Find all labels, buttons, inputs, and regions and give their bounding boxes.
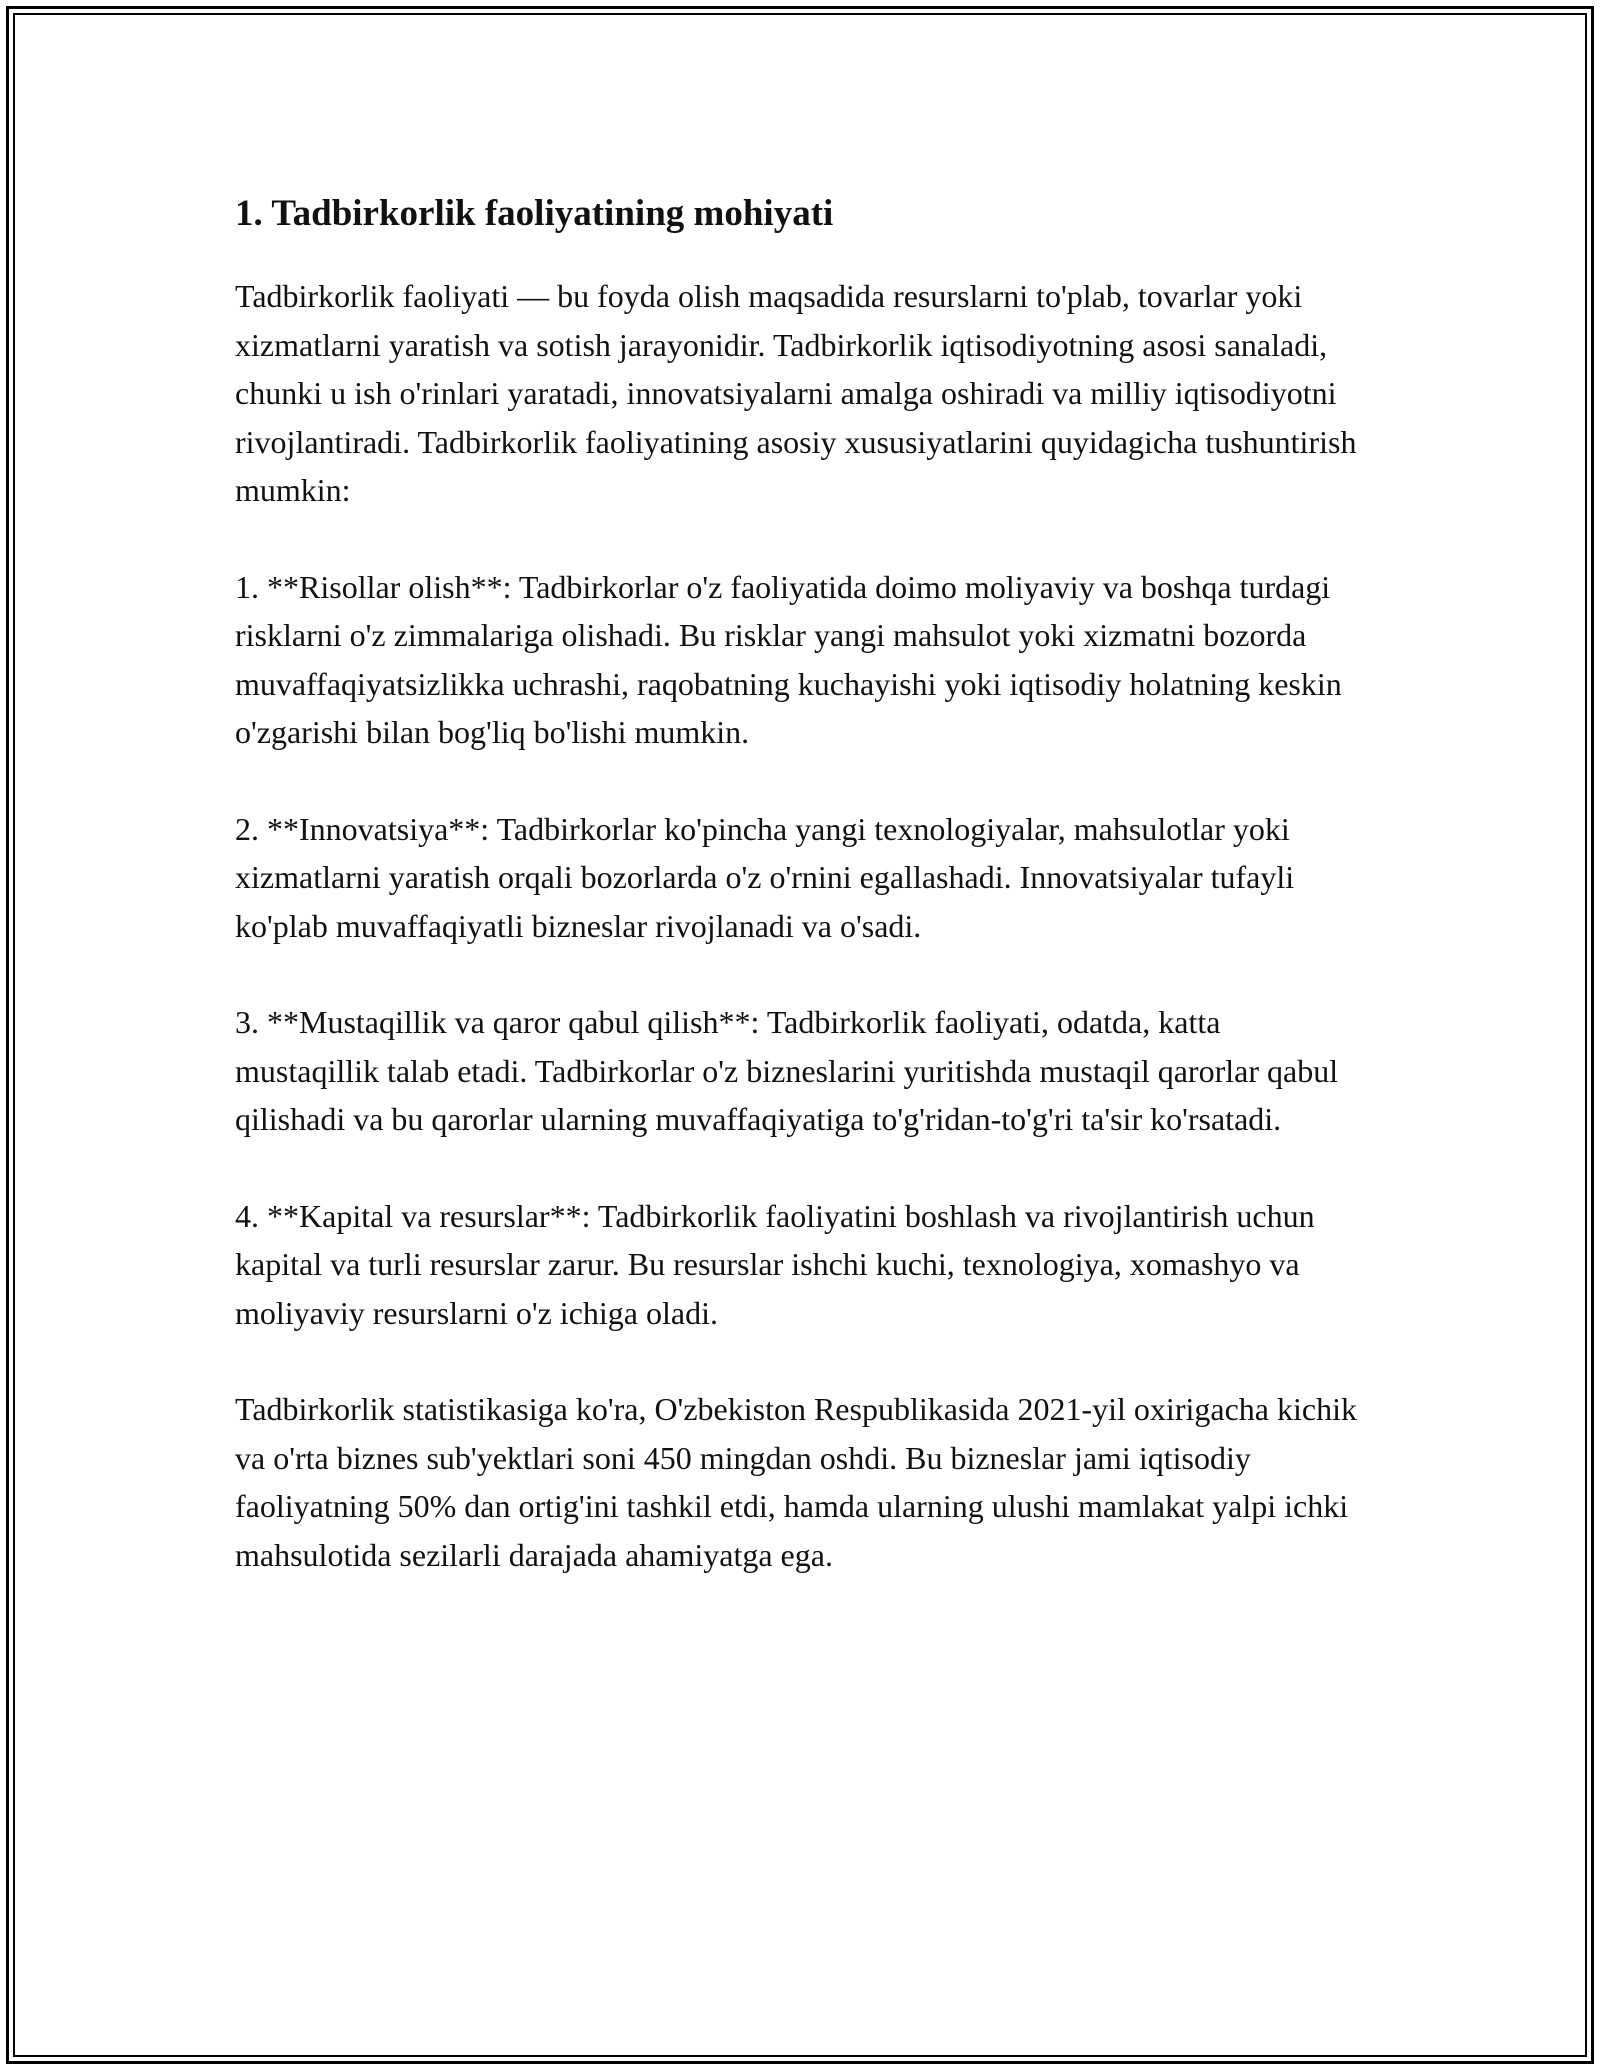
point-innovation-paragraph: 2. **Innovatsiya**: Tadbirkorlar ko'pincha yangi texnologiyalar, mahsulotlar yoki xizmatlarni yaratish orqali bozorlarda o'z o'rnini egallashadi. Innovatsiyalar tufayli ko'plab muvaffaqiyatli bizneslar rivojlanadi va o'sadi. xyxy=(235,810,1295,944)
intro-paragraph: Tadbirkorlik faoliyati — bu foyda olish maqsadida resurslarni to'plab, tovarlar yoki xizmatlarni yaratish va sotish jarayonidir. Tadbirkorlik iqtisodiyotning asosi sanaladi, chunki u ish o'rinlari yaratadi, innovatsiyalarni amalga oshiradi va milliy iqtisodiyotni rivojlantiradi. Tadbirkorlik faoliyatining asosiy xususiyatlarini quyidagicha tushuntirish mumkin: xyxy=(235,278,1357,508)
section-heading: 1. Tadbirkorlik faoliyatining mohiyati xyxy=(235,193,834,234)
point-risks-paragraph: 1. **Risollar olish**: Tadbirkorlar o'z faoliyatida doimo moliyaviy va boshqa turdagi risklarni o'z zimmalariga olishadi. Bu risklar yangi mahsulot yoki xizmatni bozorda muvaffaqiyatsizlikka uchrashi, raqobatning kuchayishi yoki iqtisodiy holatning keskin o'zgarishi bilan bog'liq bo'lishi mumkin. xyxy=(235,568,1342,750)
document-body xyxy=(235,186,1365,1627)
point-capital-paragraph: 4. **Kapital va resurslar**: Tadbirkorlik faoliyatini boshlash va rivojlantirish uchun kapital va turli resurslar zarur. Bu resurslar ishchi kuchi, texnologiya, xomashyo va moliyaviy resurslarni o'z ichiga oladi. xyxy=(235,1197,1315,1331)
statistics-paragraph: Tadbirkorlik statistikasiga ko'ra, O'zbekiston Respublikasida 2021-yil oxirigacha kichik va o'rta biznes sub'yektlari soni 450 mingdan oshdi. Bu bizneslar jami iqtisodiy faoliyatning 50% dan ortig'ini tashkil etdi, hamda ularning ulushi mamlakat yalpi ichki mahsulotida sezilarli darajada ahamiyatga ega. xyxy=(235,1391,1357,1573)
point-independence-paragraph: 3. **Mustaqillik va qaror qabul qilish**: Tadbirkorlik faoliyati, odatda, katta mustaqillik talab etadi. Tadbirkorlar o'z bizneslarini yuritishda mustaqil qarorlar qabul qilishadi va bu qarorlar ularning muvaffaqiyatiga to'g'ridan-to'g'ri ta'sir ko'rsatadi. xyxy=(235,1004,1339,1137)
